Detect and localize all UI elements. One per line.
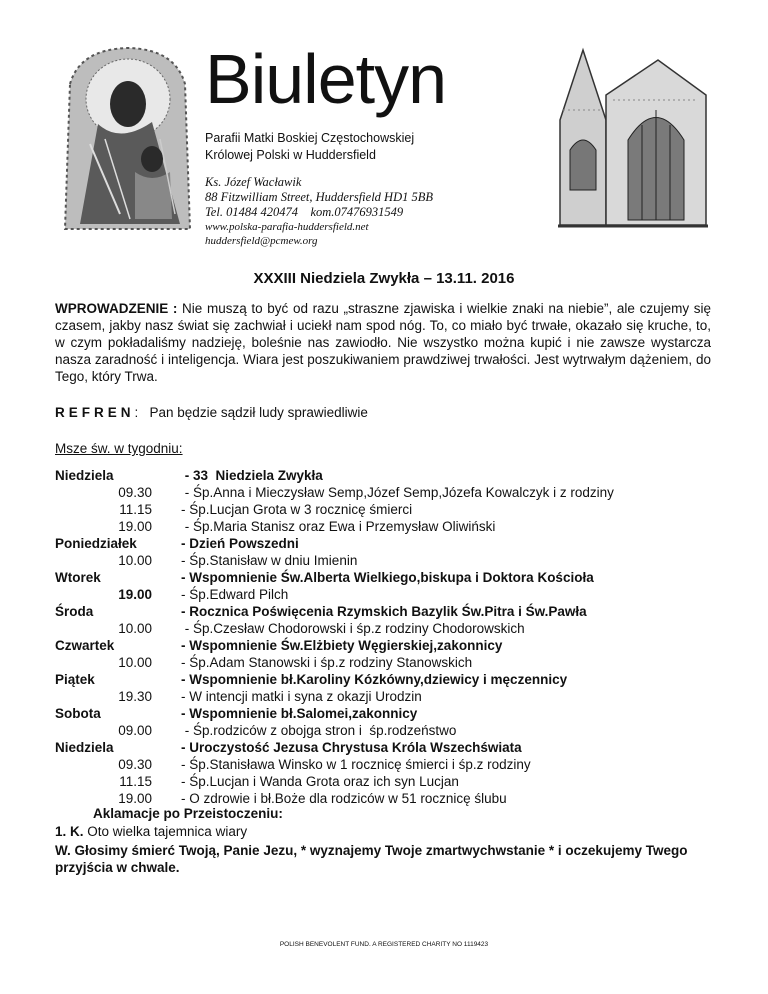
introduction-label: WPROWADZENIE :: [55, 301, 178, 316]
parish-line-1: Parafii Matki Boskiej Częstochowskiej: [205, 131, 415, 145]
schedule-description: - Śp.Adam Stanowski i śp.z rodziny Stanowskich: [181, 655, 473, 670]
refrain-label: REFREN: [55, 405, 135, 420]
schedule-time: 09.30: [118, 757, 152, 772]
schedule-description: - Wspomnienie Św.Elżbiety Węgierskiej,zakonnicy: [181, 638, 503, 653]
schedule-description: - Śp.Edward Pilch: [181, 587, 289, 602]
schedule-row: [55, 569, 755, 586]
schedule-row: [55, 603, 755, 620]
acclamation-line-1-label: 1. K.: [55, 824, 84, 839]
schedule-time: 19.00: [118, 519, 152, 534]
email-link[interactable]: huddersfield@pcmew.org: [205, 235, 318, 247]
schedule-row: [55, 671, 755, 688]
schedule-description: - Rocznica Poświęcenia Rzymskich Bazylik Św.Pitra i Św.Pawła: [181, 604, 587, 619]
bulletin-title: Biuletyn: [205, 40, 447, 118]
schedule-description: - Śp.Stanisława Winsko w 1 rocznicę śmierci i śp.z rodziny: [181, 757, 531, 772]
schedule-day: Środa: [55, 604, 94, 619]
parish-line-2: Królowej Polski w Huddersfield: [205, 148, 376, 162]
schedule-row: [55, 535, 755, 552]
schedule-row: [55, 484, 755, 501]
acclamation-line-1-text: Oto wielka tajemnica wiary: [83, 824, 248, 839]
madonna-icon-image: [60, 44, 195, 236]
schedule-time: 10.00: [118, 621, 152, 636]
masses-heading: Msze św. w tygodniu:: [55, 441, 183, 456]
schedule-row: [55, 552, 755, 569]
schedule-row: [55, 637, 755, 654]
schedule-description: - Wspomnienie bł.Karoliny Kózkówny,dziewicy i męczennicy: [181, 672, 568, 687]
street-address: 88 Fitzwilliam Street, Huddersfield HD1 5BB: [205, 190, 433, 204]
schedule-day: Wtorek: [55, 570, 101, 585]
schedule-description: - 33 Niedziela Zwykła: [181, 468, 323, 483]
schedule-description: - Śp.Stanisław w dniu Imienin: [181, 553, 358, 568]
schedule-day: Czwartek: [55, 638, 115, 653]
schedule-time: 19.00: [118, 791, 152, 806]
schedule-time: 09.30: [118, 485, 152, 500]
acclamation-line-1: [55, 824, 247, 839]
schedule-description: - Śp.rodziców z obojga stron i śp.rodzeństwo: [181, 723, 457, 738]
schedule-row: [55, 688, 755, 705]
parish-address: [205, 175, 433, 248]
refrain-text: : Pan będzie sądził ludy sprawiedliwie: [134, 405, 368, 420]
mass-schedule: [55, 467, 755, 807]
refrain: [55, 405, 368, 420]
schedule-time: 19.30: [118, 689, 152, 704]
introduction-text: Nie muszą to być od razu „straszne zjawiska i wielkie znaki na niebie”, ale czujemy się czasem, jakby nasz świat się zachwiał i uciekł nam spod nóg. To, co miało być trwałe, okazało się kruche, to, w czym pokładaliśmy nadzieję, boleśnie nas zawiodło. Nie wszystko można kupić i nie zawsze wystarcza nasza zaradność i inteligencja. Wiara jest poszukiwaniem prawdziwej trwałości. Jest wytrwałym dążeniem, do Tego, który Trwa.: [55, 301, 711, 384]
schedule-description: - Wspomnienie Św.Alberta Wielkiego,biskupa i Doktora Kościoła: [181, 570, 594, 585]
schedule-description: - Śp.Maria Stanisz oraz Ewa i Przemysław Oliwiński: [181, 519, 496, 534]
charity-footer: POLISH BENEVOLENT FUND. A REGISTERED CHARITY NO 1119423: [279, 941, 489, 948]
schedule-row: [55, 654, 755, 671]
schedule-description: - Śp.Lucjan i Wanda Grota oraz ich syn Lucjan: [181, 774, 459, 789]
schedule-description: - Śp.Czesław Chodorowski i śp.z rodziny Chodorowskich: [181, 621, 525, 636]
schedule-description: - Wspomnienie bł.Salomei,zakonnicy: [181, 706, 418, 721]
schedule-description: - Śp.Anna i Mieczysław Semp,Józef Semp,Józefa Kowalczyk i z rodziny: [181, 485, 614, 500]
schedule-row: [55, 739, 755, 756]
schedule-time: 19.00: [118, 587, 152, 602]
phone-numbers: Tel. 01484 420474 kom.07476931549: [205, 205, 404, 219]
schedule-row: [55, 467, 755, 484]
schedule-day: Niedziela: [55, 740, 114, 755]
schedule-day: Sobota: [55, 706, 101, 721]
schedule-description: - W intencji matki i syna z okazji Urodzin: [181, 689, 422, 704]
priest-name: Ks. Józef Wacławik: [205, 175, 302, 189]
schedule-row: [55, 620, 755, 637]
schedule-description: - Uroczystość Jezusa Chrystusa Króla Wszechświata: [181, 740, 522, 755]
parish-name: [205, 130, 414, 164]
schedule-row: [55, 705, 755, 722]
schedule-day: Poniedziałek: [55, 536, 137, 551]
schedule-time: 11.15: [119, 502, 152, 517]
schedule-day: Niedziela: [55, 468, 114, 483]
schedule-row: [55, 586, 755, 603]
schedule-description: - O zdrowie i bł.Boże dla rodziców w 51 rocznicę ślubu: [181, 791, 507, 806]
schedule-row: [55, 722, 755, 739]
church-drawing-image: [558, 40, 708, 230]
schedule-row: [55, 790, 755, 807]
acclamations-heading: Aklamacje po Przeistoczeniu:: [93, 806, 283, 821]
schedule-row: [55, 756, 755, 773]
schedule-description: - Śp.Lucjan Grota w 3 rocznicę śmierci: [181, 502, 413, 517]
website-link[interactable]: www.polska-parafia-huddersfield.net: [205, 221, 369, 233]
schedule-row: [55, 518, 755, 535]
schedule-time: 10.00: [118, 553, 152, 568]
sunday-title: XXXIII Niedziela Zwykła – 13.11. 2016: [253, 270, 515, 287]
schedule-description: - Dzień Powszedni: [181, 536, 299, 551]
schedule-day: Piątek: [55, 672, 95, 687]
schedule-time: 09.00: [118, 723, 152, 738]
schedule-row: [55, 773, 755, 790]
schedule-time: 10.00: [118, 655, 152, 670]
schedule-row: [55, 501, 755, 518]
schedule-time: 11.15: [119, 774, 152, 789]
introduction-paragraph: [55, 300, 711, 385]
acclamation-line-2: W. Głosimy śmierć Twoją, Panie Jezu, * wyznajemy Twoje zmartwychwstanie * i oczekujemy Twego przyjścia w chwale.: [55, 843, 688, 875]
